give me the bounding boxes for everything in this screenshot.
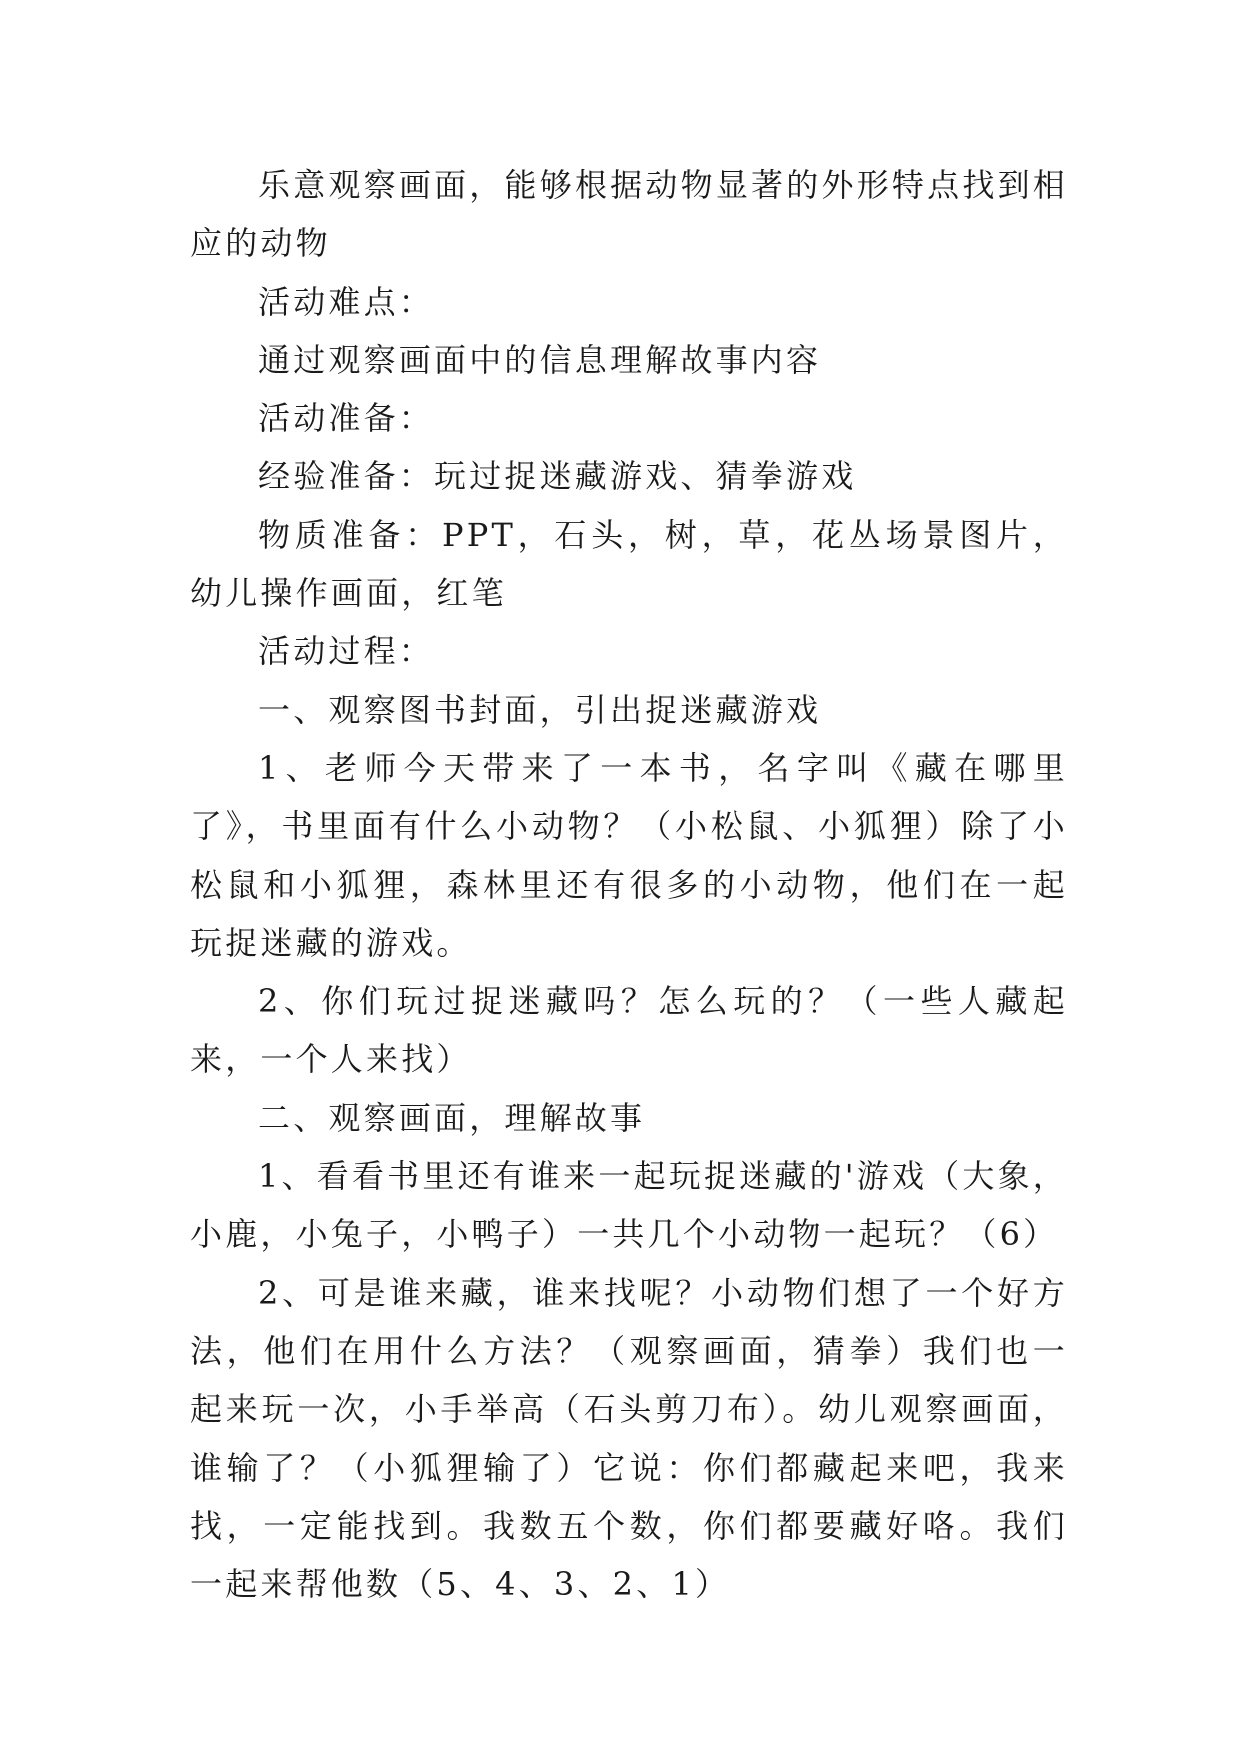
paragraph-step-1-2: 2、你们玩过捉迷藏吗？怎么玩的？（一些人藏起来，一个人来找） [190,982,1068,1079]
paragraph-goal: 乐意观察画面，能够根据动物显著的外形特点找到相应的动物 [190,166,1068,263]
paragraph-section-two: 二、观察画面，理解故事 [258,1098,646,1137]
paragraph-preparation-heading: 活动准备： [258,399,435,438]
paragraph-section-one: 一、观察图书封面，引出捉迷藏游戏 [258,690,822,729]
paragraph-process-heading: 活动过程： [258,632,435,671]
paragraph-experience-prep: 经验准备：玩过捉迷藏游戏、猜拳游戏 [258,457,857,496]
paragraph-step-2-1: 1、看看书里还有谁来一起玩捉迷藏的'游戏（大象，小鹿，小兔子，小鸭子）一共几个小动物一起玩？（6） [190,1157,1068,1254]
paragraph-difficulty-heading: 活动难点： [258,282,435,321]
paragraph-step-2-2: 2、可是谁来藏，谁来找呢？小动物们想了一个好方法，他们在用什么方法？（观察画面，猜拳）我们也一起来玩一次，小手举高（石头剪刀布）。幼儿观察画面，谁输了？（小狐狸输了）它说：你们都藏起来吧，我来找，一定能找到。我数五个数，你们都要藏好咯。我们一起来帮他数（5、4、3、2、1） [190,1273,1068,1604]
document-body [190,156,1068,1613]
paragraph-material-prep: 物质准备：PPT，石头，树，草，花丛场景图片，幼儿操作画面，红笔 [190,515,1068,613]
paragraph-step-1-1: 1、老师今天带来了一本书，名字叫《藏在哪里了》，书里面有什么小动物？（小松鼠、小狐狸）除了小松鼠和小狐狸，森林里还有很多的小动物，他们在一起玩捉迷藏的游戏。 [190,748,1068,962]
paragraph-difficulty: 通过观察画面中的信息理解故事内容 [258,340,822,379]
